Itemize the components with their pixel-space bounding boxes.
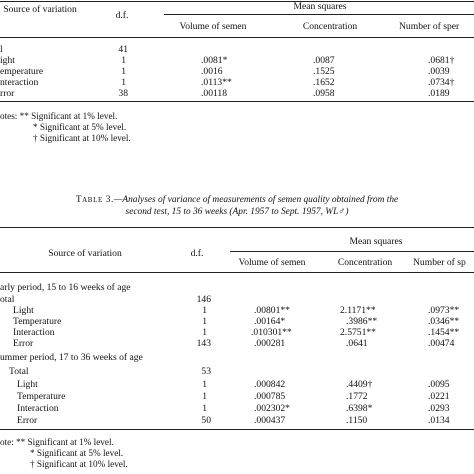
row-source: otal (0, 294, 15, 305)
row-df: 1 (202, 391, 207, 402)
row-number: .00474 (428, 338, 455, 349)
row-source: nteraction (0, 77, 39, 88)
bottom-rule (0, 101, 474, 102)
row-df: 1 (202, 379, 207, 390)
top-rule (0, 227, 474, 228)
row-number: .0973** (428, 305, 460, 316)
header-df: d.f. (115, 10, 129, 21)
header-number-of-sperm: Number of sper (399, 21, 460, 32)
header-concentration: Concentration (337, 257, 393, 268)
footnote: otes: ** Significant at 1% level. (0, 111, 118, 121)
row-volume: .000281 (254, 338, 286, 349)
table-caption-line-2: second test, 15 to 36 weeks (Apr. 1957 to Sept. 1957, WL♂) (125, 207, 349, 217)
row-concentration: .1150 (346, 415, 368, 426)
section-heading-early-period: arly period, 15 to 16 weeks of age (0, 282, 131, 293)
header-mean-squares: Mean squares (293, 1, 347, 12)
row-concentration: .3986** (346, 316, 378, 327)
row-source: emperature (0, 66, 44, 77)
row-source: Interaction (17, 403, 59, 414)
row-volume: .010301** (251, 327, 292, 338)
row-volume: .002302* (254, 403, 290, 414)
header-concentration: Concentration (302, 21, 358, 32)
row-df: 1 (202, 403, 207, 414)
header-source-of-variation: Source of variation (48, 248, 122, 259)
row-number: .0039 (428, 66, 450, 77)
row-number: .1454** (428, 327, 460, 338)
row-source: ight (0, 55, 15, 66)
header-mean-squares: Mean squares (349, 236, 403, 247)
row-df: 1 (121, 66, 126, 77)
row-volume: .000785 (254, 391, 286, 402)
row-df: 53 (201, 366, 211, 377)
row-concentration: .0641 (346, 338, 368, 349)
footnote: † Significant at 10% level. (30, 459, 128, 469)
row-number: .0095 (428, 379, 450, 390)
row-df: 41 (118, 44, 128, 55)
row-df: 50 (201, 415, 211, 426)
row-source: Error (13, 338, 34, 349)
row-concentration: .1772 (346, 391, 368, 402)
row-df: 1 (121, 77, 126, 88)
row-df: 146 (196, 294, 211, 305)
row-source: Total (9, 366, 29, 377)
header-volume-of-semen: Volume of semen (238, 257, 306, 268)
header-source-of-variation: Source of variation (3, 4, 77, 15)
row-source: l (0, 44, 3, 55)
row-volume: .00164* (254, 316, 286, 327)
row-volume: .000842 (254, 379, 286, 390)
row-number: .0134 (428, 415, 450, 426)
row-concentration: .0087 (313, 55, 335, 66)
row-df: 1 (202, 316, 207, 327)
footnote: † Significant at 10% level. (33, 133, 131, 143)
row-df: 143 (196, 338, 211, 349)
row-number: .0189 (428, 88, 450, 99)
row-df: 38 (118, 88, 128, 99)
header-df: d.f. (190, 248, 204, 259)
header-rule (0, 272, 474, 273)
row-source: Light (17, 379, 38, 390)
table-caption-line-1 (0, 195, 474, 207)
row-source: Temperature (13, 316, 62, 327)
row-source: Temperature (17, 391, 66, 402)
footnote: * Significant at 5% level. (33, 122, 127, 132)
row-concentration: .1525 (313, 66, 335, 77)
row-concentration: 2.1171** (340, 305, 376, 316)
top-rule (0, 1, 474, 2)
row-number: .0346** (428, 316, 460, 327)
row-source: Light (13, 305, 34, 316)
row-concentration: .1652 (313, 77, 335, 88)
table-caption-label: Table 3. (75, 195, 115, 205)
row-df: 1 (202, 327, 207, 338)
row-number: .0293 (428, 403, 450, 414)
table-caption-text: —Analyses of variance of measurements of semen quality obtained from the (114, 195, 399, 205)
header-rule (0, 37, 474, 38)
row-volume: .000437 (254, 415, 286, 426)
row-number: .0734† (428, 77, 455, 88)
row-df: 1 (202, 305, 207, 316)
row-source: Interaction (13, 327, 55, 338)
row-number: .0221 (428, 391, 450, 402)
row-volume: .0081* (201, 55, 228, 66)
bottom-rule (0, 429, 474, 430)
row-number: .0681† (428, 55, 455, 66)
row-volume: .0113** (201, 77, 232, 88)
row-concentration: .6398* (346, 403, 373, 414)
row-volume: .00801** (254, 305, 290, 316)
mean-squares-rule (164, 14, 474, 15)
row-volume: .00118 (201, 88, 228, 99)
row-concentration: 2.5751** (340, 327, 376, 338)
mean-squares-rule (230, 251, 474, 252)
row-concentration: .4409† (346, 379, 373, 390)
row-concentration: .0958 (313, 88, 335, 99)
row-volume: .0016 (201, 66, 223, 77)
header-volume-of-semen: Volume of semen (179, 21, 247, 32)
footnote: * Significant at 5% level. (30, 448, 124, 458)
row-source: rror (0, 88, 15, 99)
header-number-of-sperm: Number of sp (413, 257, 466, 268)
footnote: ote: ** Significant at 1% level. (0, 437, 114, 447)
row-df: 1 (121, 55, 126, 66)
row-source: Error (17, 415, 38, 426)
section-heading-summer-period: ummer period, 17 to 36 weeks of age (0, 352, 143, 363)
